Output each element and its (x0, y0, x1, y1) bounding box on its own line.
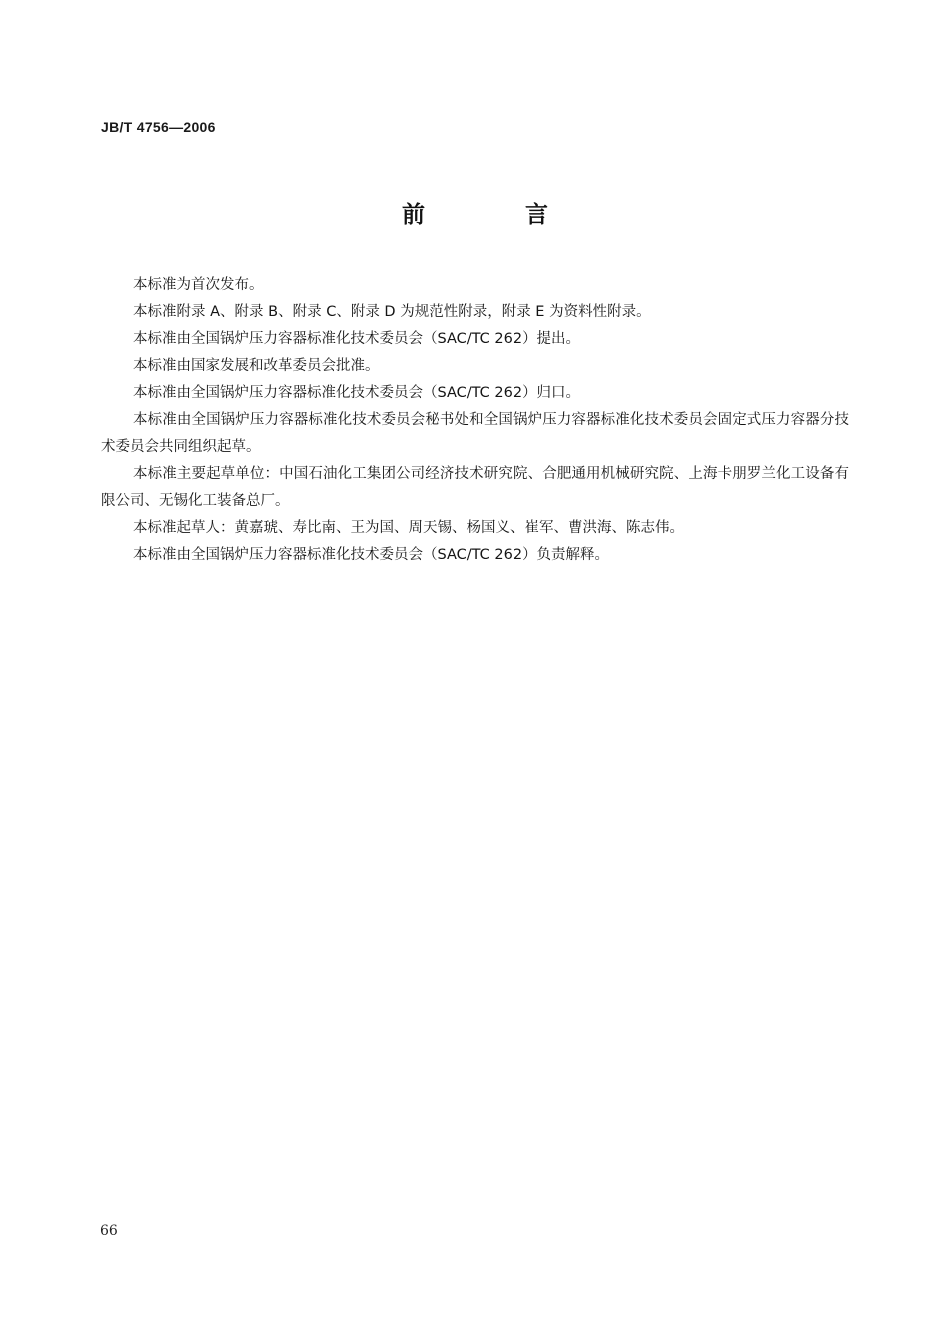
page-number: 66 (100, 1223, 118, 1239)
paragraph-drafting-units: 本标准主要起草单位：中国石油化工集团公司经济技术研究院、合肥通用机械研究院、上海卡朋罗兰化工设备有限公司、无锡化工装备总厂。 (101, 466, 849, 509)
paragraph-approved-by: 本标准由国家发展和改革委员会批准。 (133, 358, 380, 374)
standard-code: JB/T 4756—2006 (101, 119, 216, 135)
paragraph-interpretation: 本标准由全国锅炉压力容器标准化技术委员会（SAC/TC 262）负责解释。 (133, 547, 610, 563)
paragraph-annexes: 本标准附录 A、附录 B、附录 C、附录 D 为规范性附录，附录 E 为资料性附录。 (133, 304, 651, 320)
paragraph-proposed-by: 本标准由全国锅炉压力容器标准化技术委员会（SAC/TC 262）提出。 (133, 331, 581, 347)
paragraph-drafters: 本标准起草人：黄嘉琥、寿比南、王为国、周天锡、杨国义、崔军、曹洪海、陈志伟。 (133, 520, 684, 536)
page-title: 前 言 (401, 202, 594, 228)
paragraph-administered-by: 本标准由全国锅炉压力容器标准化技术委员会（SAC/TC 262）归口。 (133, 385, 581, 401)
paragraph-drafting-organized-by: 本标准由全国锅炉压力容器标准化技术委员会秘书处和全国锅炉压力容器标准化技术委员会固定式压力容器分技术委员会共同组织起草。 (101, 412, 849, 455)
foreword-body (101, 272, 849, 569)
paragraph-first-release: 本标准为首次发布。 (133, 277, 264, 293)
